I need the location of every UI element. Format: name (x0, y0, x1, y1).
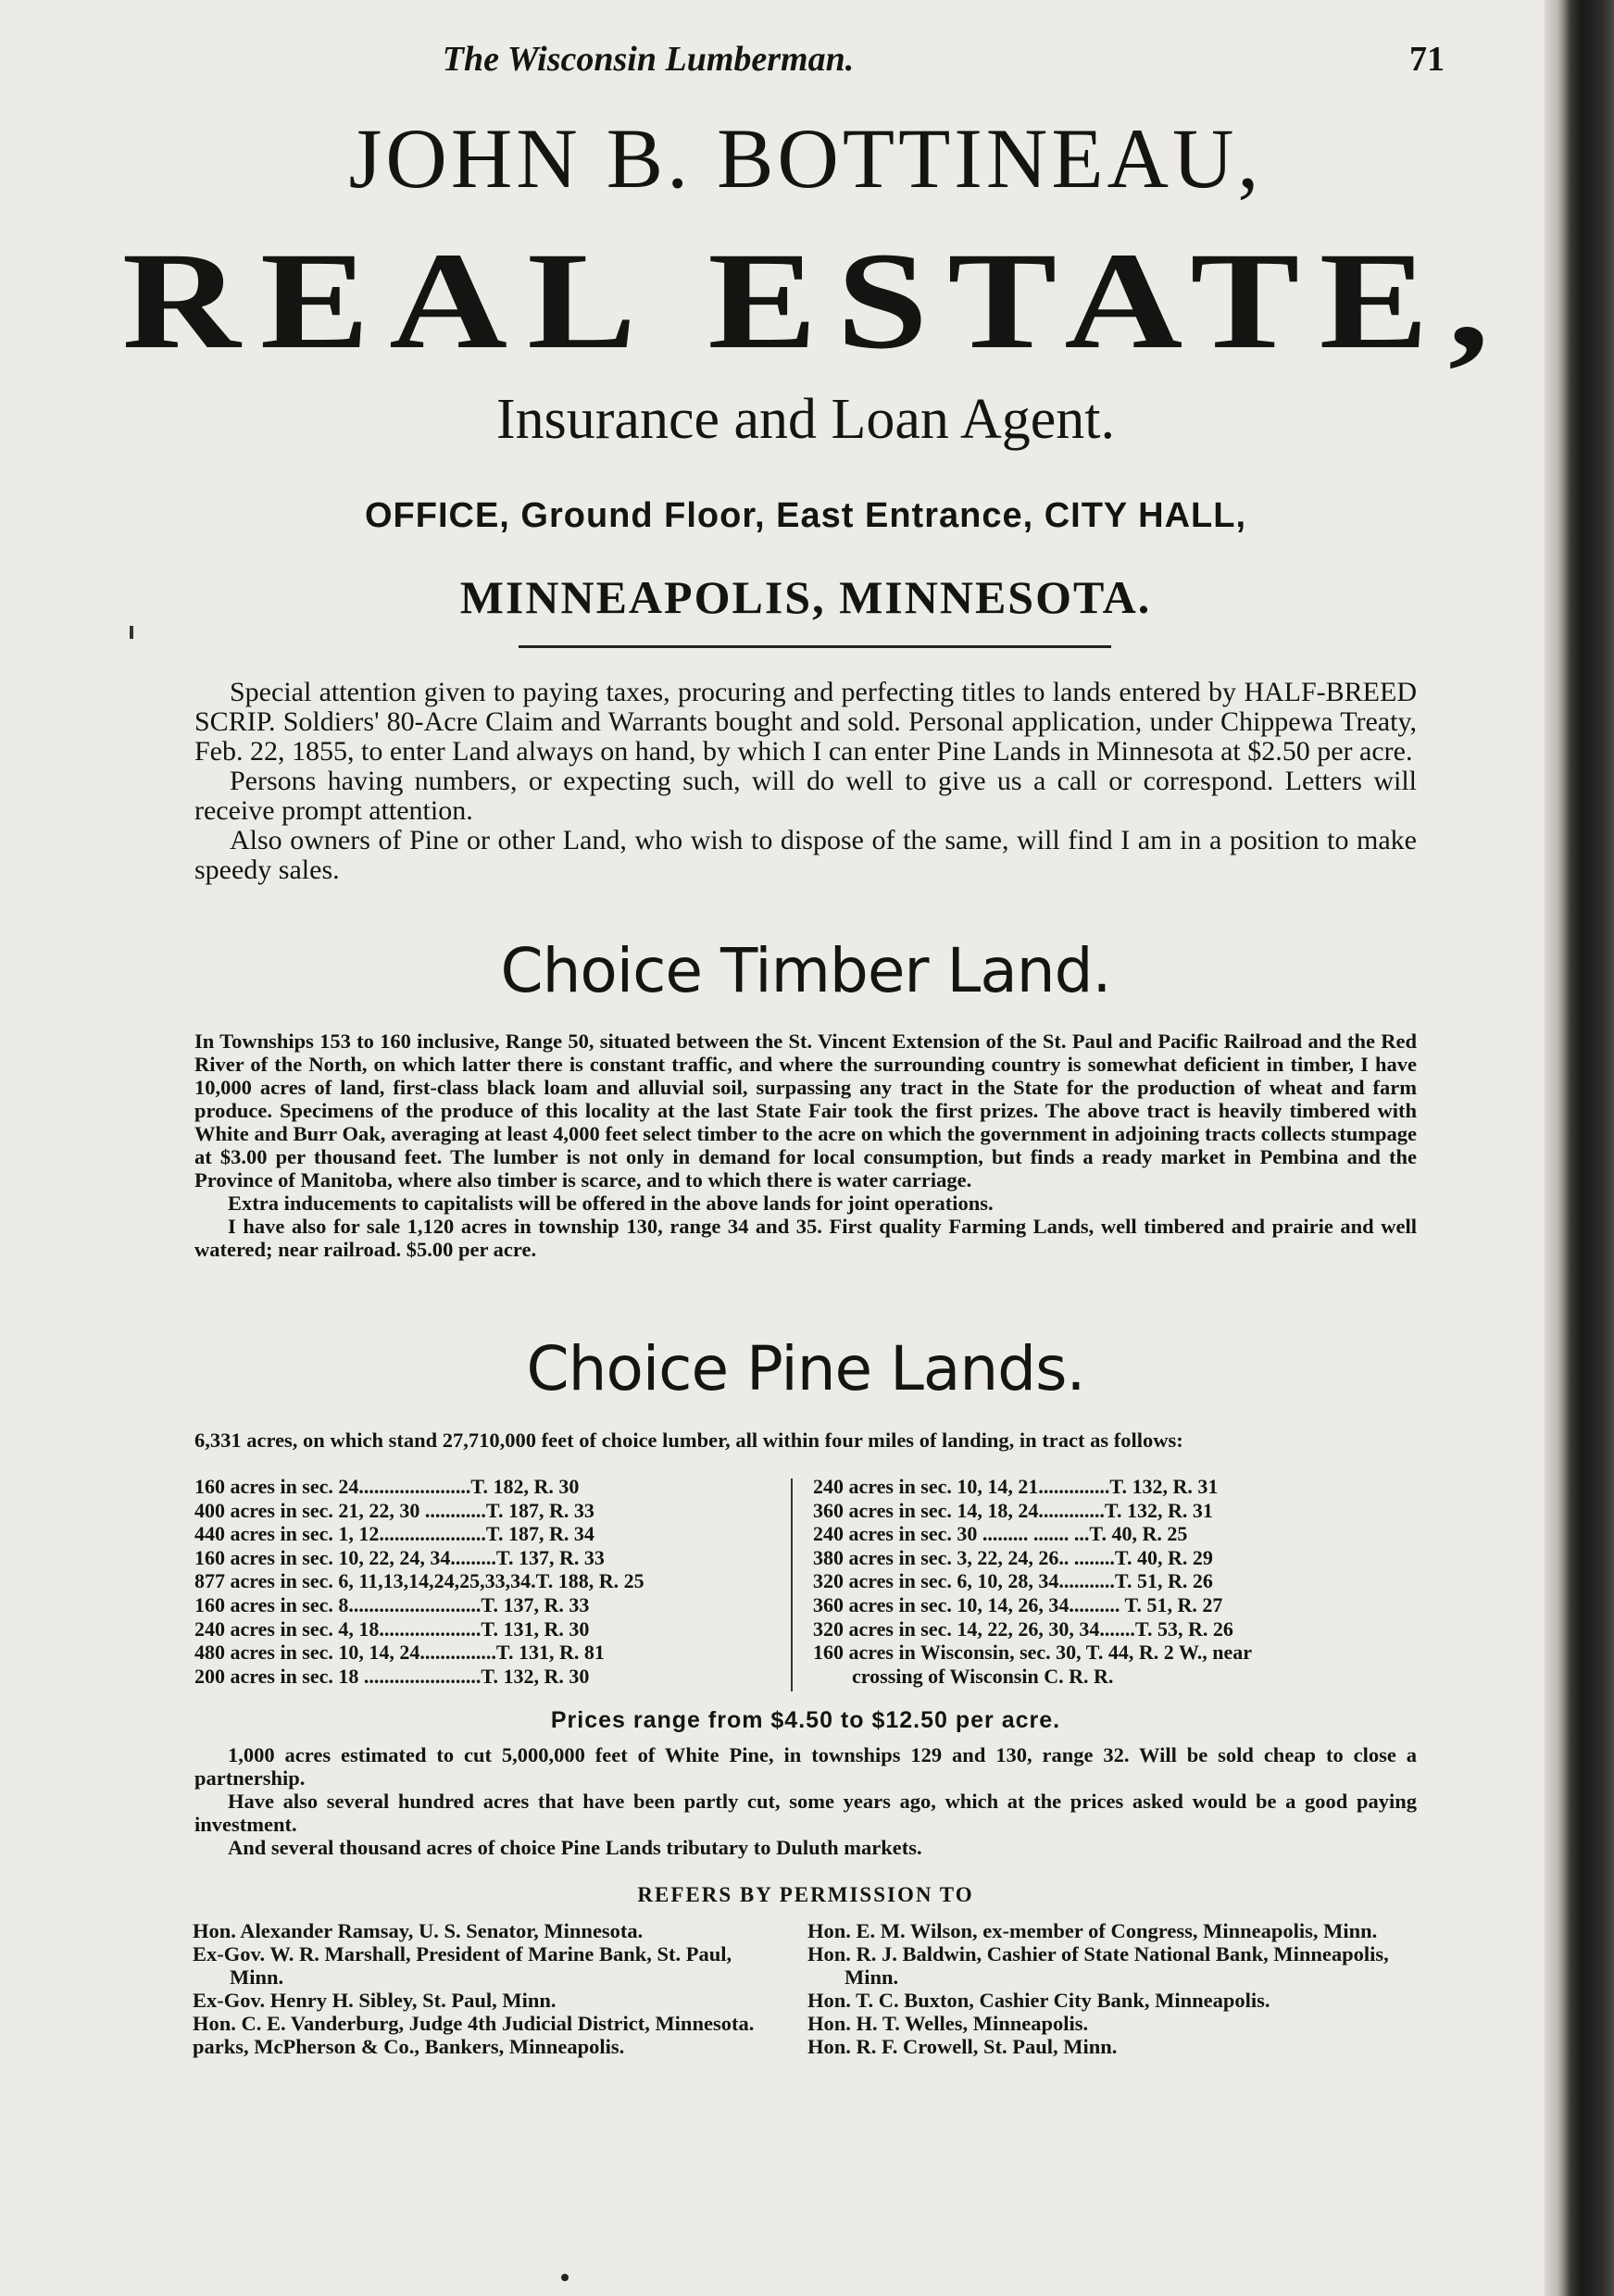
tract-row: 240 acres in sec. 4, 18....................T. 131, R. 30 (194, 1616, 590, 1641)
tract-row: 160 acres in sec. 24......................T. 182, R. 30 (194, 1475, 580, 1498)
timber-text (194, 1029, 1417, 1261)
tract-row: 360 acres in sec. 10, 14, 26, 34.......... T. 51, R. 27 (813, 1592, 1223, 1616)
office-address: OFFICE, Ground Floor, East Entrance, CITY HALL, (364, 496, 1247, 535)
reference-item: Hon. R. J. Baldwin, Cashier of State National Bank, Minneapolis, Minn. (807, 1942, 1389, 1989)
intro-paragraph: Persons having numbers, or expecting such, will do well to give us a call or correspond. Letters will receive prompt attention. (194, 766, 1417, 826)
tract-row: 380 acres in sec. 3, 22, 24, 26.. ........T. 40, R. 29 (813, 1545, 1213, 1569)
stray-mark (130, 626, 133, 639)
tract-row: crossing of Wisconsin C. R. R. (852, 1664, 1114, 1688)
divider-rule (519, 645, 1111, 648)
reference-item: Hon. C. E. Vanderburg, Judge 4th Judicial District, Minnesota. (193, 2012, 755, 2035)
page-edge-shadow (1545, 0, 1614, 2296)
headline-text: REAL ESTATE (121, 224, 1448, 378)
pine-intro (194, 1429, 1417, 1452)
reference-item: Ex-Gov. Henry H. Sibley, St. Paul, Minn. (193, 1989, 557, 2012)
stray-mark (561, 2274, 569, 2281)
reference-item: Ex-Gov. W. R. Marshall, President of Marine Bank, St. Paul, Minn. (193, 1942, 732, 1989)
pine-intro-text: 6,331 acres, on which stand 27,710,000 feet of choice lumber, all within four miles of landing, in tract as follows: (194, 1429, 1183, 1452)
pine-tract-table (194, 1475, 1417, 1692)
references-title: REFERS BY PERMISSION TO (637, 1883, 974, 1906)
pine-text (194, 1743, 1417, 1859)
timber-paragraph: In Townships 153 to 160 inclusive, Range 50, situated between the St. Vincent Extension of the St. Paul and Pacific Railroad and the Red River of the North, on which latter there is constant traffic, and where the surrounding country is somewhat deficient in timber, I have 10,000 acres of land, first-class black loam and alluvial soil, surpassing any tract in the State for the production of wheat and farm produce. Specimens of the produce of this locality at the last State Fair took the first prizes. The above tract is heavily timbered with White and Burr Oak, averaging at least 4,000 feet select timber to the acre on which the government in adjoining tracts collects stumpage at $3.00 per thousand feet. The lumber is not only in demand for local consumption, but finds a ready market in Pembina and the Province of Manitoba, where also timber is scarce, and to which there is water carriage. (194, 1029, 1417, 1192)
tract-row: 160 acres in sec. 10, 22, 24, 34.........T. 137, R. 33 (194, 1545, 605, 1569)
references-left (193, 1919, 785, 2058)
advertiser-name: JOHN B. BOTTINEAU, (348, 111, 1263, 206)
journal-title: The Wisconsin Lumberman. (442, 40, 855, 79)
intro-text (194, 678, 1417, 885)
reference-item: Hon. E. M. Wilson, ex-member of Congress, Minneapolis, Minn. (807, 1919, 1378, 1942)
pine-paragraph: Have also several hundred acres that have been partly cut, some years ago, which at the prices asked would be a good paying investment. (194, 1790, 1417, 1836)
pine-paragraph: And several thousand acres of choice Pine Lands tributary to Duluth markets. (228, 1836, 922, 1859)
timber-paragraph: I have also for sale 1,120 acres in township 130, range 34 and 35. First quality Farming Lands, well timbered and prairie and well watered; near railroad. $5.00 per acre. (194, 1215, 1417, 1261)
tract-row: 240 acres in sec. 10, 14, 21..............T. 132, R. 31 (813, 1475, 1219, 1498)
headline-comma: , (1447, 224, 1490, 378)
tract-row: 160 acres in Wisconsin, sec. 30, T. 44, R. 2 W., near (813, 1641, 1253, 1665)
reference-item: Hon. H. T. Welles, Minneapolis. (807, 2012, 1089, 2035)
tract-row: 320 acres in sec. 14, 22, 26, 30, 34.......T. 53, R. 26 (813, 1616, 1233, 1641)
tract-row: 400 acres in sec. 21, 22, 30 ............T. 187, R. 33 (194, 1498, 594, 1522)
price-range: Prices range from $4.50 to $12.50 per acre. (550, 1707, 1061, 1733)
tract-row: 160 acres in sec. 8..........................T. 137, R. 33 (194, 1592, 590, 1616)
subhead: Insurance and Loan Agent. (496, 388, 1115, 451)
pine-paragraph: 1,000 acres estimated to cut 5,000,000 feet of White Pine, in townships 129 and 130, range 32. Will be sold cheap to close a partnership. (194, 1743, 1417, 1790)
headline (73, 224, 1537, 378)
timber-title: Choice Timber Land. (500, 935, 1111, 1006)
tract-row: 200 acres in sec. 18 .......................T. 132, R. 30 (194, 1664, 590, 1688)
page-number: 71 (1409, 40, 1445, 79)
tract-row: 877 acres in sec. 6, 11,13,14,24,25,33,34.T. 188, R. 25 (194, 1569, 644, 1593)
reference-item: Hon. Alexander Ramsay, U. S. Senator, Minnesota. (193, 1919, 644, 1942)
references-right (807, 1919, 1419, 2058)
tract-row: 320 acres in sec. 6, 10, 28, 34...........T. 51, R. 26 (813, 1569, 1213, 1593)
tract-row: 480 acres in sec. 10, 14, 24...............T. 131, R. 81 (194, 1641, 605, 1665)
tract-column-right (813, 1475, 1415, 1688)
tract-column-left (194, 1475, 773, 1688)
timber-paragraph: Extra inducements to capitalists will be offered in the above lands for joint operations. (228, 1192, 994, 1215)
tract-row: 440 acres in sec. 1, 12.....................T. 187, R. 34 (194, 1522, 594, 1546)
city-line: MINNEAPOLIS, MINNESOTA. (459, 571, 1152, 623)
tract-row: 360 acres in sec. 14, 18, 24.............T. 132, R. 31 (813, 1498, 1213, 1522)
reference-item: Hon. R. F. Crowell, St. Paul, Minn. (807, 2035, 1118, 2058)
pine-title: Choice Pine Lands. (526, 1333, 1085, 1404)
intro-paragraph: Special attention given to paying taxes, procuring and perfecting titles to lands entered by HALF-BREED SCRIP. Soldiers' 80-Acre Claim and Warrants bought and sold. Personal application, under Chippewa Treaty, Feb. 22, 1855, to enter Land always on hand, by which I can enter Pine Lands in Minnesota at $2.50 per acre. (194, 677, 1417, 767)
tract-row: 240 acres in sec. 30 ......... ....... ...T. 40, R. 25 (813, 1522, 1188, 1546)
column-divider (791, 1479, 793, 1691)
reference-item: Hon. T. C. Buxton, Cashier City Bank, Minneapolis. (807, 1989, 1270, 2012)
running-head (185, 39, 1445, 85)
intro-paragraph: Also owners of Pine or other Land, who wish to dispose of the same, will find I am in a position to make speedy sales. (194, 825, 1417, 885)
reference-item: parks, McPherson & Co., Bankers, Minneapolis. (193, 2035, 625, 2058)
